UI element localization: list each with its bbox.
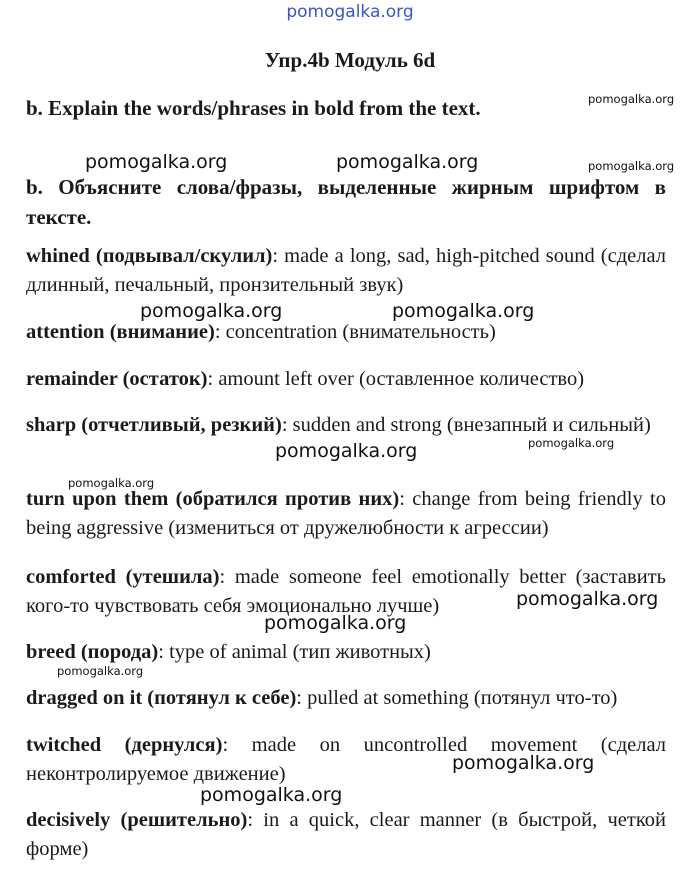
entry-definition: : made a long, sad, high-pitched sound (сделал длинный, печальный, пронзительный звук)	[26, 245, 666, 296]
watermark: pomogalka.org	[588, 92, 675, 106]
watermark: pomogalka.org	[528, 436, 615, 450]
entry-term: breed (порода)	[26, 641, 159, 663]
entry-definition: : type of animal (тип животных)	[158, 641, 431, 663]
entry-term: twitched (дернулся)	[26, 734, 223, 756]
watermark: pomogalka.org	[85, 151, 228, 173]
task-russian: b. Объясните слова/фразы, выделенные жирным шрифтом в тексте.	[26, 175, 666, 229]
watermark: pomogalka.org	[516, 588, 659, 610]
watermark: pomogalka.org	[140, 300, 283, 322]
watermark: pomogalka.org	[452, 752, 595, 774]
entry-attention	[26, 318, 666, 347]
entry-term: sharp (отчетливый, резкий)	[26, 414, 282, 436]
entry-definition: : made someone feel emotionally better (заставить кого-то чувствовать себя эмоционально лучше)	[26, 566, 666, 617]
watermark: pomogalka.org	[57, 664, 144, 678]
entry-whined	[26, 242, 666, 300]
entry-term: whined (подвывал/скулил)	[26, 245, 273, 267]
site-link[interactable]: pomogalka.org	[286, 2, 414, 22]
entry-term: comforted (утешила)	[26, 566, 220, 588]
watermark: pomogalka.org	[200, 784, 343, 806]
entry-term: remainder (остаток)	[26, 368, 208, 390]
page-title: Упр.4b Модуль 6d	[264, 48, 436, 72]
watermark: pomogalka.org	[336, 151, 479, 173]
entry-term: dragged on it (потянул к себе)	[26, 687, 297, 709]
entry-term: turn upon them (обратился против них)	[26, 488, 400, 510]
entry-term: decisively (решительно)	[26, 809, 248, 831]
entry-remainder	[26, 365, 666, 394]
entry-definition: : change from being friendly to being aggressive (измениться от дружелюбности к агрессии)	[26, 488, 666, 539]
entry-term: attention (внимание)	[26, 321, 215, 343]
entry-decisively	[26, 806, 666, 864]
entry-definition: : pulled at something (потянул что-то)	[296, 687, 618, 709]
task-english: b. Explain the words/phrases in bold from the text.	[26, 96, 481, 120]
entry-dragged-on-it	[26, 684, 666, 713]
watermark: pomogalka.org	[68, 476, 155, 490]
watermark: pomogalka.org	[275, 440, 418, 462]
watermark: pomogalka.org	[264, 612, 407, 634]
watermark: pomogalka.org	[588, 159, 675, 173]
entry-definition: : concentration (внимательность)	[214, 321, 496, 343]
entry-turn-upon-them	[26, 485, 666, 543]
entry-definition: : amount left over (оставленное количество)	[207, 368, 585, 390]
entry-definition: : sudden and strong (внезапный и сильный)	[281, 414, 651, 436]
watermark: pomogalka.org	[392, 300, 535, 322]
entry-definition: : made on uncontrolled movement (сделал неконтролируемое движение)	[26, 734, 666, 785]
entry-definition: : in a quick, clear manner (в быстрой, четкой форме)	[26, 809, 666, 860]
entry-breed	[26, 638, 666, 667]
